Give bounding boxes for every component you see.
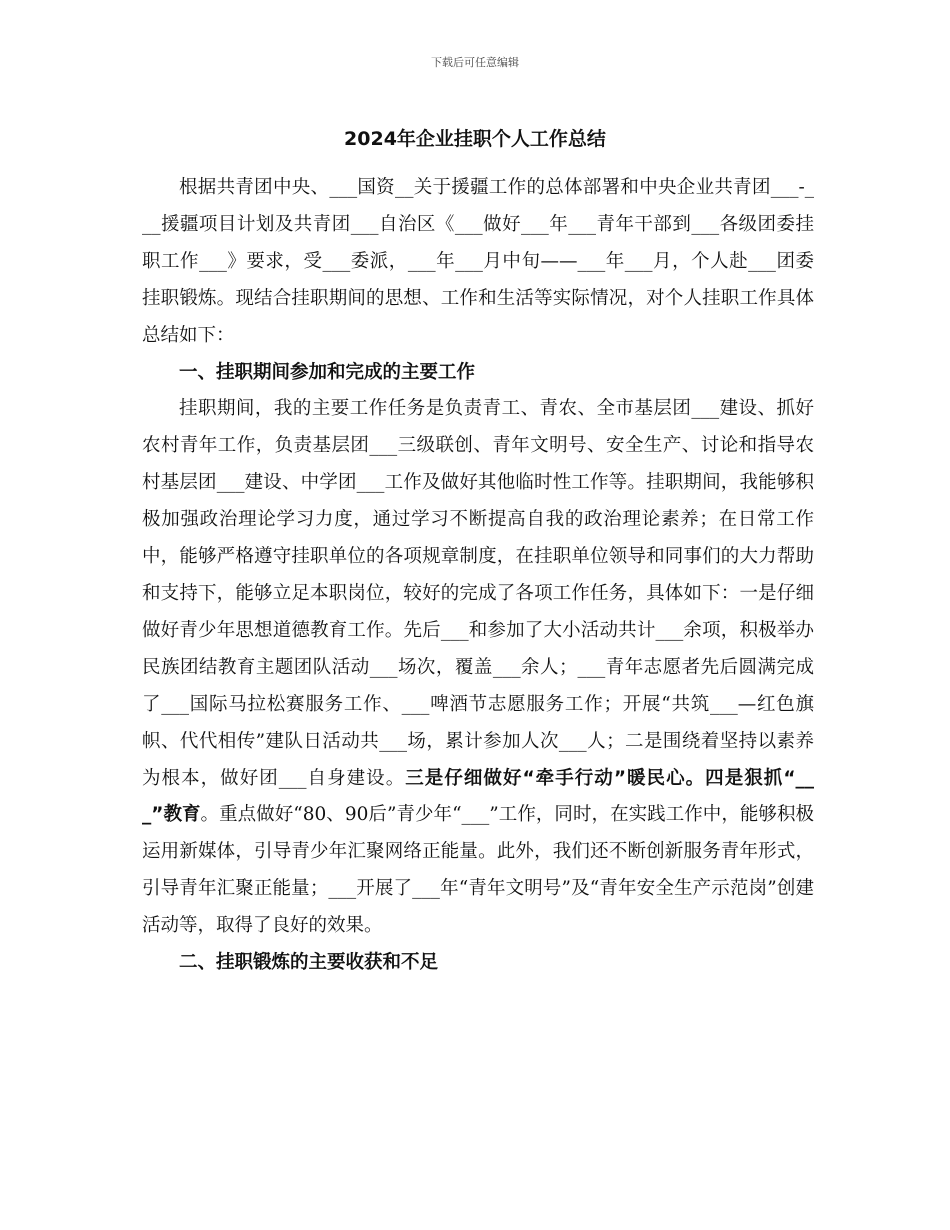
section-heading-2: 二、挂职锻炼的主要收获和不足 <box>179 952 439 974</box>
work-paragraph-tail: 。重点做好“80、90后”青少年“___”工作，同时，在实践工作中，能够积极运用新媒体，引导青少年汇聚网络正能量。此外，我们还不断创新服务青年形式，引导青年汇聚正能量；___开展了___年“青年文明号”及“青年安全生产示范岗”创建活动等，取得了良好的效果。 <box>142 804 814 937</box>
work-paragraph-text: 挂职期间，我的主要工作任务是负责青工、青农、全市基层团___建设、抓好农村青年工作，负责基层团___三级联创、青年文明号、安全生产、讨论和指导农村基层团___建设、中学团___工作及做好其他临时性工作等。挂职期间，我能够积极加强政治理论学习力度，通过学习不断提高自我的政治理论素养；在日常工作中，能够严格遵守挂职单位的各项规章制度，在挂职单位领导和同事们的大力帮助和支持下，能够立足本职岗位，较好的完成了各项工作任务，具体如下：一是仔细做好青少年思想道德教育工作。先后___和参加了大小活动共计___余项，积极举办民族团结教育主题团队活动___场次，覆盖___余人；___青年志愿者先后圆满完成了___国际马拉松赛服务工作、___啤酒节志愿服务工作；开展“共筑___—红色旗帜、代代相传”建队日活动共___场，累计参加人次___人；二是围绕着坚持以素养为根本，做好团___自身建设。 <box>142 398 814 789</box>
work-paragraph <box>142 391 814 945</box>
header-note: 下载后可任意编辑 <box>431 56 519 69</box>
work-paragraph-bold: 三是仔细做好“牵手行动”暖民心。四是狠抓“___”教育 <box>142 767 814 826</box>
document-title: 2024年企业挂职个人工作总结 <box>344 128 606 150</box>
document-body <box>142 170 814 982</box>
section-heading-1: 一、挂职期间参加和完成的主要工作 <box>179 361 476 383</box>
intro-paragraph: 根据共青团中央、___国资__关于援疆工作的总体部署和中央企业共青团___-___援疆项目计划及共青团___自治区《___做好___年___青年干部到___各级团委挂职工作___》要求，受___委派，___年___月中旬——___年___月，个人赴___团委挂职锻炼。现结合挂职期间的思想、工作和生活等实际情况，对个人挂职工作具体总结如下： <box>142 177 814 346</box>
